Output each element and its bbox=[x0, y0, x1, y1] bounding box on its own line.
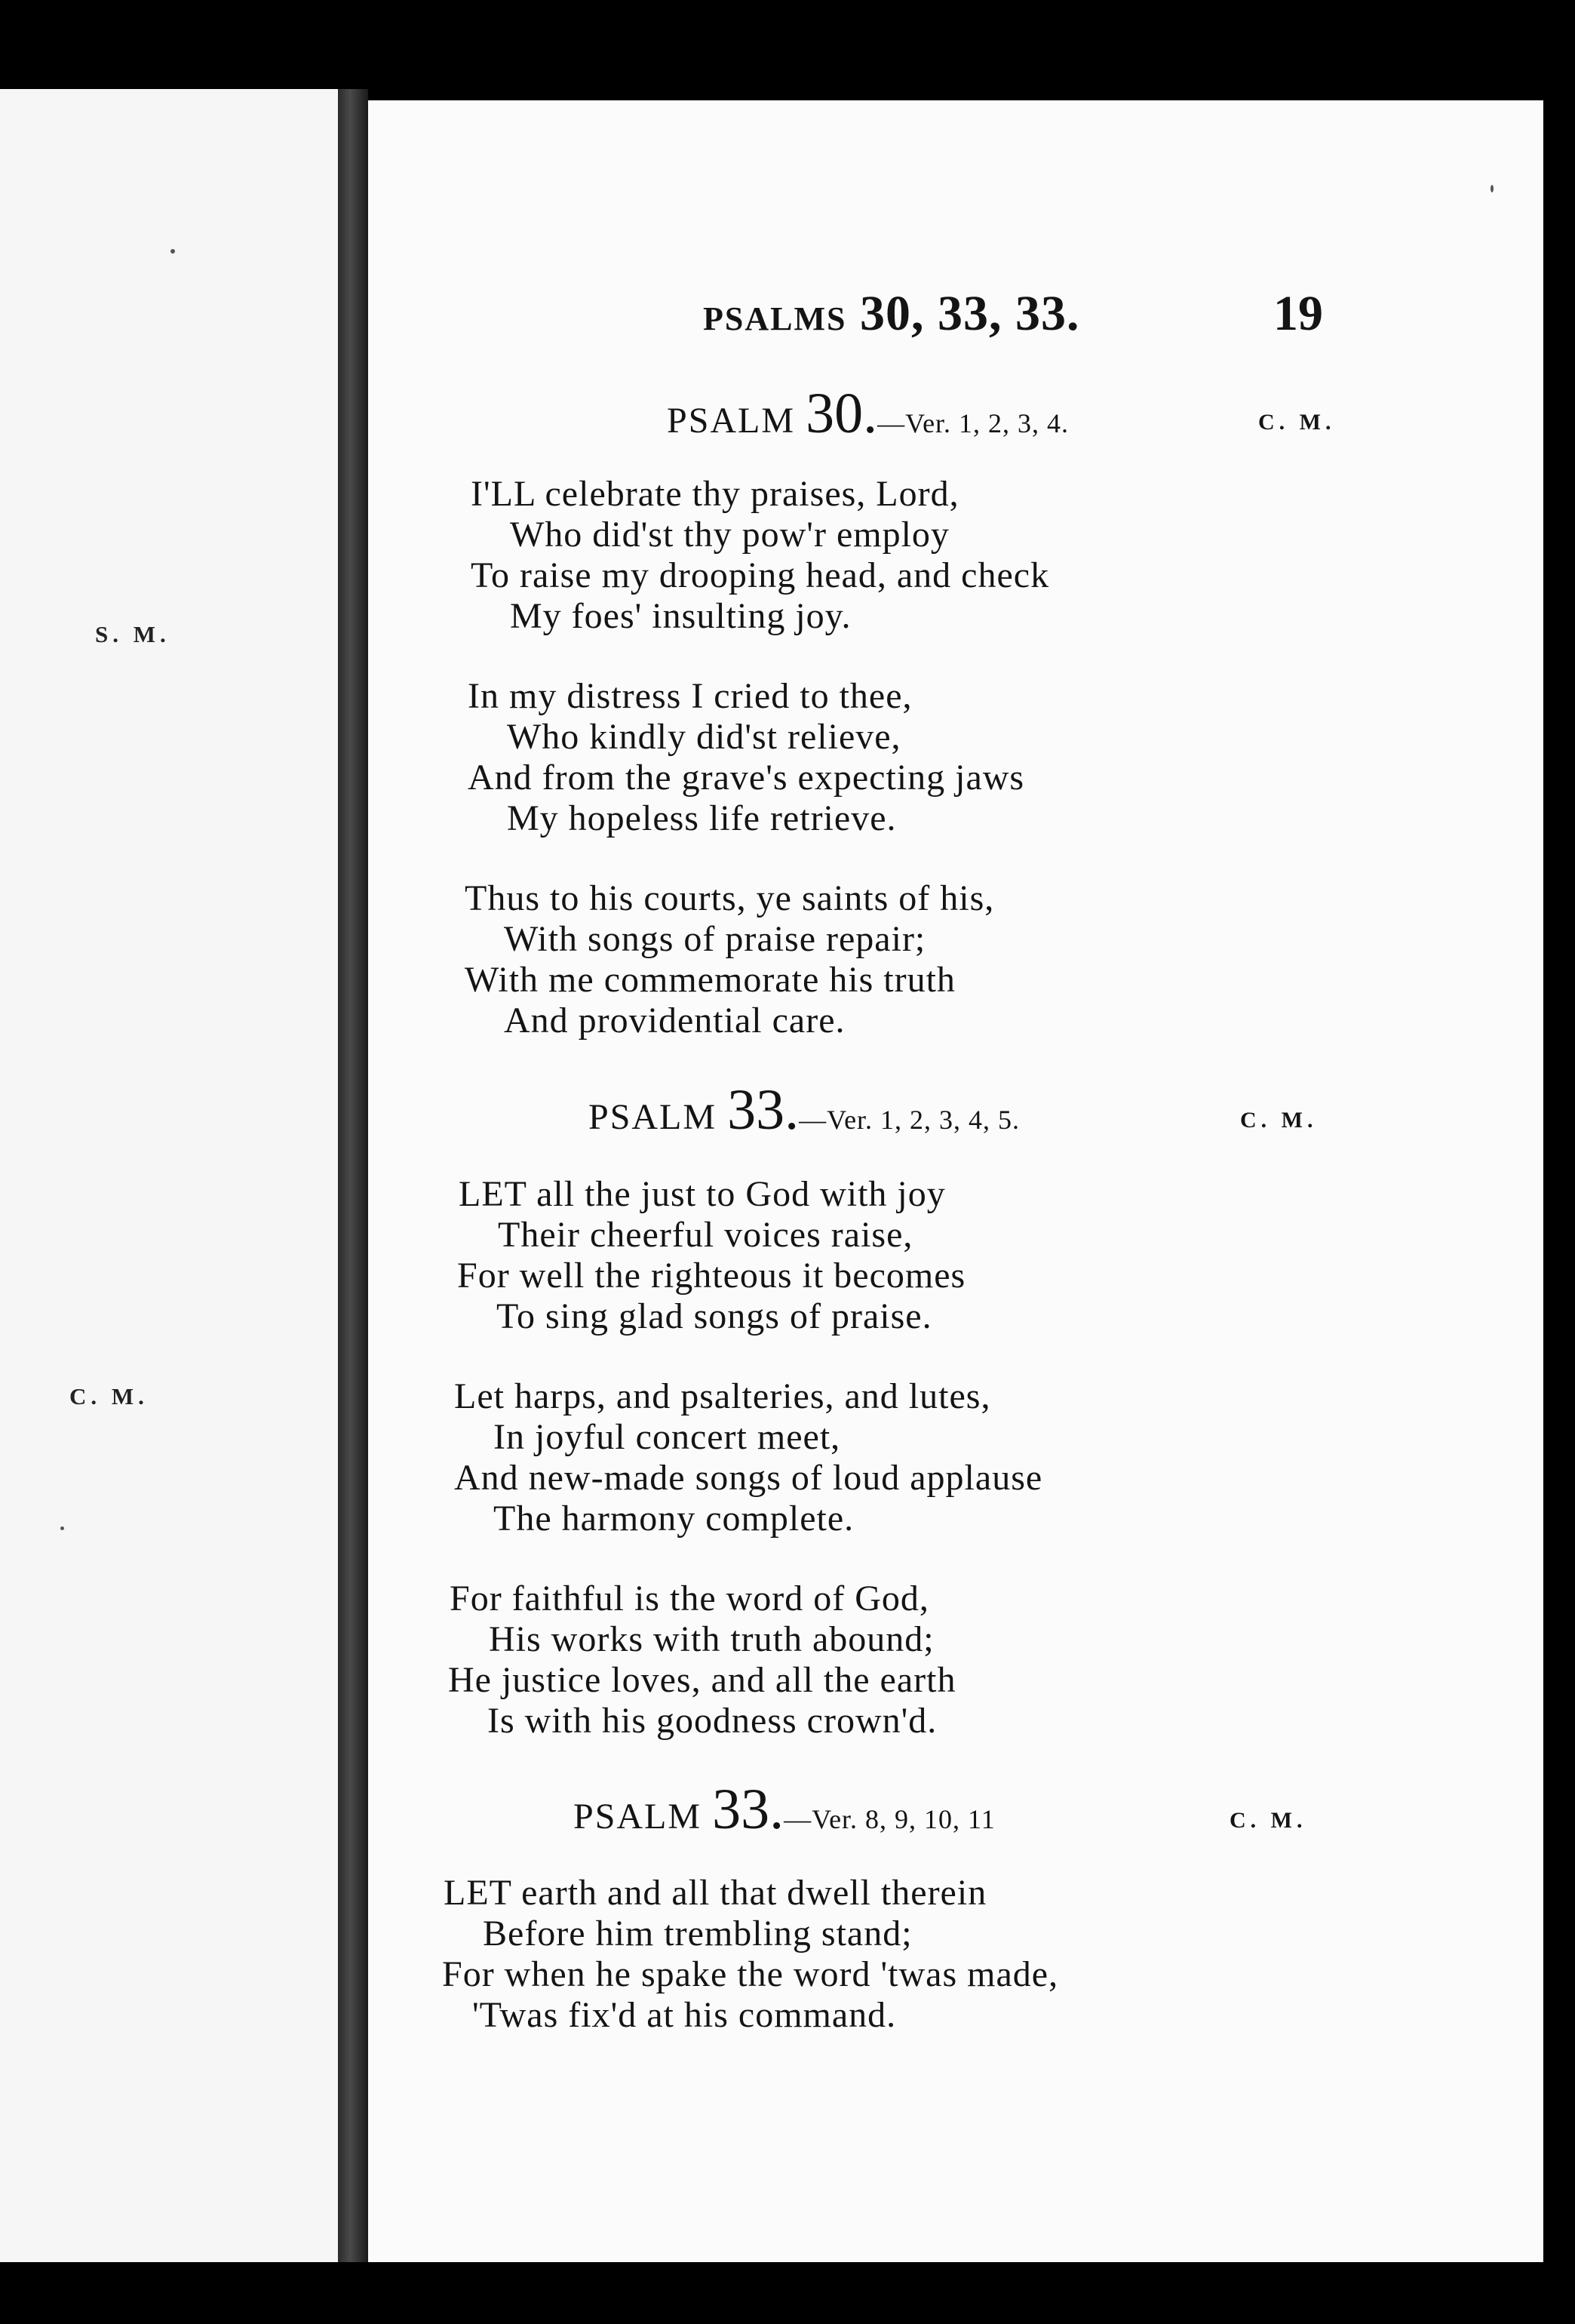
psalm-heading bbox=[667, 381, 1069, 447]
verse-line: With me commemorate his truth bbox=[465, 960, 956, 1000]
verse-line: LET earth and all that dwell therein bbox=[444, 1873, 987, 1913]
verse-line: Their cheerful voices raise, bbox=[498, 1215, 913, 1255]
left-meter-label-sm: S. M. bbox=[95, 621, 170, 647]
book-gutter bbox=[338, 89, 368, 2262]
psalm-heading bbox=[588, 1077, 1020, 1143]
verse-line: To raise my drooping head, and check bbox=[471, 555, 1050, 595]
psalm-heading bbox=[573, 1777, 996, 1843]
running-head-numbers: 30, 33, 33. bbox=[859, 286, 1080, 341]
psalm-number: 33. bbox=[727, 1078, 800, 1142]
verse-line: He justice loves, and all the earth bbox=[448, 1660, 956, 1700]
print-speck bbox=[60, 1526, 64, 1530]
psalm-title: PSALM bbox=[667, 401, 796, 441]
verse-line: Who did'st thy pow'r employ bbox=[510, 515, 950, 555]
verse-line: LET all the just to God with joy bbox=[459, 1174, 946, 1214]
psalm-verses: —Ver. 8, 9, 10, 11 bbox=[784, 1804, 996, 1834]
psalm-meter: C. M. bbox=[1240, 1108, 1318, 1133]
verse-line: With songs of praise repair; bbox=[504, 919, 926, 959]
verse-line: In my distress I cried to thee, bbox=[468, 676, 913, 716]
verse-line: Is with his goodness crown'd. bbox=[487, 1701, 938, 1741]
print-speck bbox=[170, 249, 175, 254]
verse-line: My hopeless life retrieve. bbox=[507, 798, 897, 838]
verse-line: In joyful concert meet, bbox=[493, 1417, 841, 1457]
psalm-title: PSALM bbox=[573, 1797, 702, 1837]
verse-line: My foes' insulting joy. bbox=[510, 596, 852, 636]
psalm-title: PSALM bbox=[588, 1097, 717, 1137]
verse-line: I'LL celebrate thy praises, Lord, bbox=[471, 474, 959, 514]
page-number: 19 bbox=[1273, 286, 1323, 341]
psalm-meter: C. M. bbox=[1230, 1808, 1307, 1833]
print-speck bbox=[1491, 185, 1494, 192]
verse-line: To sing glad songs of praise. bbox=[496, 1296, 932, 1336]
book-page bbox=[368, 100, 1543, 2262]
psalm-verses: —Ver. 1, 2, 3, 4. bbox=[877, 408, 1070, 438]
psalm-meter: C. M. bbox=[1258, 410, 1336, 435]
verse-line: Before him trembling stand; bbox=[483, 1914, 913, 1954]
verse-line: And providential care. bbox=[504, 1001, 846, 1041]
running-head bbox=[703, 285, 1079, 343]
psalm-number: 33. bbox=[712, 1778, 784, 1841]
verse-line: The harmony complete. bbox=[493, 1499, 855, 1539]
facing-page bbox=[0, 89, 338, 2262]
verse-line: Who kindly did'st relieve, bbox=[507, 717, 901, 757]
verse-line: For faithful is the word of God, bbox=[450, 1579, 929, 1618]
verse-line: And new-made songs of loud applause bbox=[454, 1458, 1043, 1498]
psalm-verses: —Ver. 1, 2, 3, 4, 5. bbox=[799, 1105, 1021, 1135]
running-head-title: PSALMS bbox=[703, 300, 847, 337]
psalm-number: 30. bbox=[806, 382, 878, 445]
verse-line: 'Twas fix'd at his command. bbox=[472, 1995, 897, 2035]
verse-line: Thus to his courts, ye saints of his, bbox=[465, 878, 995, 918]
verse-line: His works with truth abound; bbox=[489, 1619, 935, 1659]
verse-line: For well the righteous it becomes bbox=[457, 1256, 966, 1296]
verse-line: For when he spake the word 'twas made, bbox=[442, 1954, 1059, 1994]
left-meter-label-cm: C. M. bbox=[69, 1383, 149, 1409]
verse-line: Let harps, and psalteries, and lutes, bbox=[454, 1376, 991, 1416]
verse-line: And from the grave's expecting jaws bbox=[468, 758, 1025, 798]
